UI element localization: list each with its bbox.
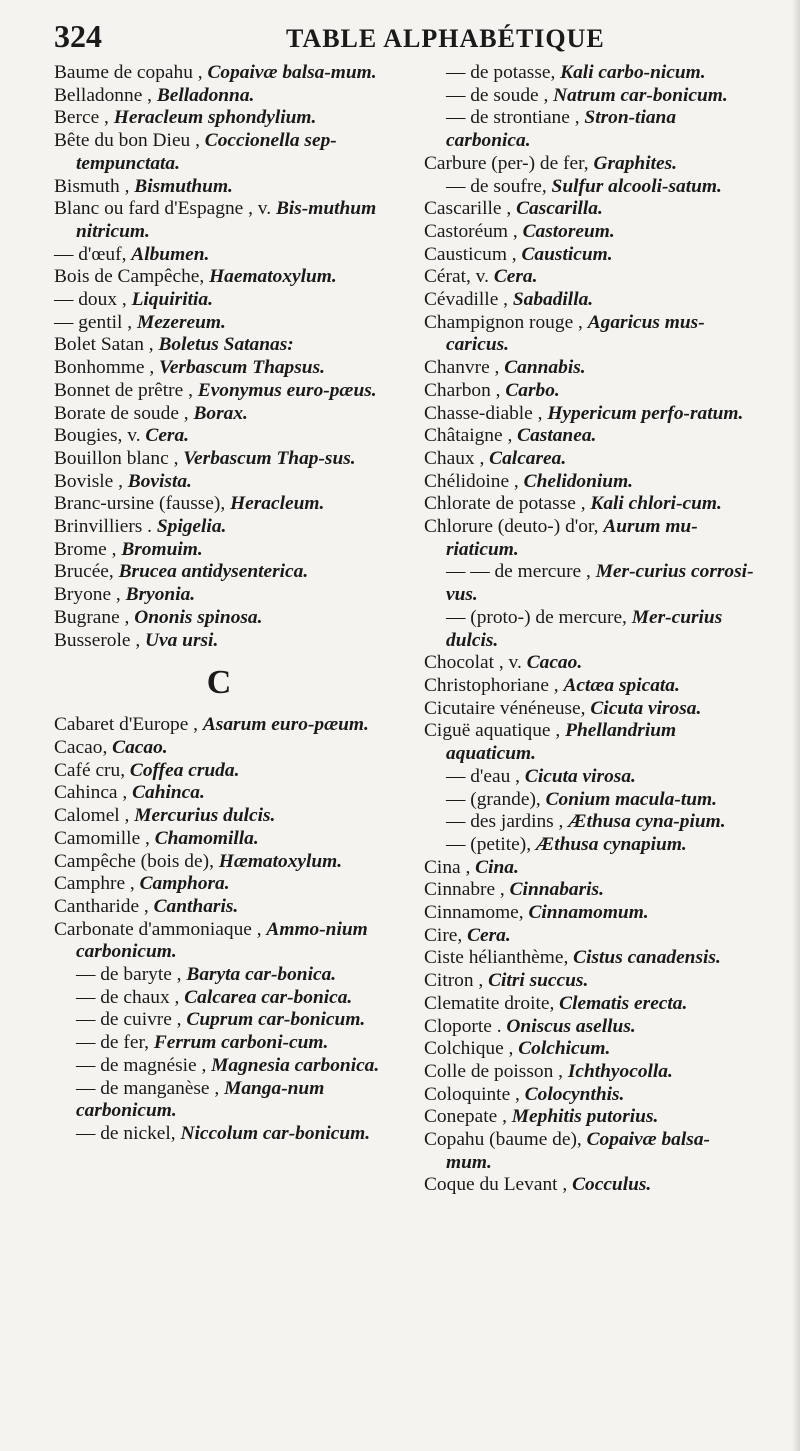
french-term: — d'eau ,: [446, 765, 525, 787]
latin-term: Natrum car-bonicum.: [553, 84, 728, 106]
french-term: — des jardins ,: [446, 811, 569, 833]
index-entry: [54, 85, 384, 108]
latin-term: Stron-tiana carbonica.: [446, 107, 677, 152]
index-entry: [424, 970, 754, 993]
index-entry: [54, 561, 384, 584]
index-entry: [54, 1055, 384, 1078]
running-title: TABLE ALPHABÉTIQUE: [286, 24, 605, 53]
latin-term: Coffea cruda.: [129, 759, 240, 781]
french-term: Chanvre ,: [424, 357, 505, 379]
index-entry: [424, 720, 754, 765]
french-term: Colle de poisson ,: [424, 1060, 568, 1082]
index-entry: [54, 760, 384, 783]
french-term: Charbon ,: [424, 379, 506, 401]
french-term: Bolet Satan ,: [54, 334, 159, 356]
french-term: — — de mercure ,: [446, 561, 596, 583]
index-entry: [54, 896, 384, 919]
latin-term: Calcarea car-bonica.: [184, 986, 353, 1008]
latin-term: Coccionella sep-tempunctata.: [76, 130, 337, 174]
index-entry: [54, 919, 384, 964]
index-entry: [424, 1106, 754, 1129]
index-entry: [424, 834, 754, 857]
index-entry: [54, 244, 384, 267]
latin-term: Conium macula-tum.: [545, 788, 717, 810]
index-entry: [424, 471, 754, 494]
index-entry: [424, 789, 754, 812]
french-term: Chlorate de potasse ,: [424, 493, 591, 515]
latin-term: Cacao.: [526, 652, 583, 674]
french-term: Cévadille ,: [424, 289, 513, 311]
index-entry: [424, 403, 754, 426]
latin-term: Cera.: [493, 266, 538, 288]
latin-term: Kali chlori-cum.: [590, 493, 722, 515]
index-entry: [424, 176, 754, 199]
index-entry: [54, 987, 384, 1010]
index-entry: [424, 879, 754, 902]
index-entry: [424, 652, 754, 675]
latin-term: Bis-muthum nitricum.: [76, 198, 377, 242]
latin-term: Causticum.: [521, 243, 613, 265]
latin-term: Cahinca.: [132, 782, 205, 804]
index-entry: [54, 714, 384, 737]
latin-term: Cantharis.: [153, 895, 239, 917]
french-term: Causticum ,: [424, 243, 522, 265]
latin-term: Camphora.: [139, 873, 230, 895]
latin-term: Manga-num carbonicum.: [76, 1077, 325, 1122]
latin-term: Ferrum carboni-cum.: [153, 1032, 329, 1054]
page-edge-shadow: [792, 0, 800, 1451]
index-entry: [54, 493, 384, 516]
french-term: — de baryte ,: [76, 964, 187, 986]
french-term: Conepate ,: [424, 1106, 512, 1128]
french-term: — doux ,: [54, 289, 132, 311]
french-term: Coque du Levant ,: [424, 1174, 573, 1196]
index-entry: [54, 630, 384, 653]
latin-term: Baryta car-bonica.: [186, 964, 337, 986]
entries-c: [54, 714, 384, 1145]
french-term: — (grande),: [446, 788, 546, 810]
index-entry: [424, 1061, 754, 1084]
index-entry: [424, 244, 754, 267]
index-column-left: [54, 62, 384, 1146]
index-entry: [54, 266, 384, 289]
latin-term: Cuprum car-bonicum.: [186, 1009, 366, 1031]
french-term: — de soude ,: [446, 84, 554, 106]
index-entry: [424, 1084, 754, 1107]
french-term: — de fer,: [76, 1032, 154, 1054]
french-term: Chasse-diable ,: [424, 402, 548, 424]
latin-term: Chelidonium.: [523, 470, 634, 492]
french-term: Bugrane ,: [54, 606, 135, 628]
latin-term: Graphites.: [593, 152, 677, 174]
french-term: — de nickel,: [76, 1122, 181, 1144]
french-term: Belladonne ,: [54, 84, 157, 106]
latin-term: Carbo.: [505, 379, 560, 401]
french-term: Busserole ,: [54, 629, 146, 651]
index-entry: [54, 176, 384, 199]
index-entry: [424, 266, 754, 289]
french-term: Cire,: [424, 924, 468, 946]
index-entry: [54, 737, 384, 760]
index-entry: [54, 334, 384, 357]
index-entry: [54, 584, 384, 607]
french-term: Bête du bon Dieu ,: [54, 130, 205, 152]
latin-term: Hæmatoxylum.: [218, 850, 343, 872]
latin-term: Castoreum.: [522, 220, 615, 242]
index-entry: [424, 925, 754, 948]
latin-term: Liquiritia.: [131, 289, 213, 311]
index-entry: [424, 221, 754, 244]
french-term: Carbure (per-) de fer,: [424, 152, 594, 174]
latin-term: Cinnamomum.: [528, 902, 649, 924]
french-term: Branc-ursine (fausse),: [54, 493, 231, 515]
french-term: Brome ,: [54, 538, 122, 560]
french-term: Châtaigne ,: [424, 425, 518, 447]
french-term: Christophoriane ,: [424, 674, 564, 696]
index-entry: [54, 403, 384, 426]
french-term: Bismuth ,: [54, 175, 135, 197]
french-term: Chlorure (deuto-) d'or,: [424, 516, 604, 538]
page-header: [54, 18, 746, 58]
french-term: Cahinca ,: [54, 782, 133, 804]
latin-term: Citri succus.: [488, 970, 589, 992]
index-entry: [424, 357, 754, 380]
index-entry: [424, 1174, 754, 1197]
french-term: Bryone ,: [54, 584, 126, 606]
latin-term: Uva ursi.: [145, 629, 219, 651]
latin-term: Verbascum Thap-sus.: [183, 447, 356, 469]
index-entry: [424, 993, 754, 1016]
latin-term: Phellandrium aquaticum.: [446, 720, 677, 765]
latin-term: Mer-curius corrosi-vus.: [446, 561, 754, 606]
french-term: Coloquinte ,: [424, 1083, 525, 1105]
french-term: — de manganèse ,: [76, 1077, 225, 1099]
french-term: Castoréum ,: [424, 220, 523, 242]
index-entry: [424, 902, 754, 925]
french-term: — (petite),: [446, 833, 536, 855]
latin-term: Cinnabaris.: [509, 879, 604, 901]
french-term: — gentil ,: [54, 311, 137, 333]
entries-b: [54, 62, 384, 652]
french-term: Camphre ,: [54, 873, 140, 895]
latin-term: Cascarilla.: [516, 198, 603, 220]
index-entry: [54, 289, 384, 312]
french-term: — (proto-) de mercure,: [446, 606, 632, 628]
index-entry: [424, 198, 754, 221]
latin-term: Mezereum.: [136, 311, 226, 333]
index-entry: [54, 448, 384, 471]
french-term: Berce ,: [54, 107, 114, 129]
index-entry: [54, 1078, 384, 1123]
latin-term: Actæa spicata.: [563, 674, 680, 696]
french-term: Campêche (bois de),: [54, 850, 219, 872]
latin-term: Copaivæ balsa-mum.: [207, 62, 377, 83]
french-term: Bonhomme ,: [54, 357, 160, 379]
latin-term: Æthusa cyna-pium.: [568, 811, 726, 833]
index-entry: [54, 107, 384, 130]
latin-term: Bovista.: [127, 470, 192, 492]
latin-term: Heracleum.: [230, 493, 325, 515]
index-entry: [424, 493, 754, 516]
index-entry: [424, 1038, 754, 1061]
index-entry: [54, 607, 384, 630]
french-term: Baume de copahu ,: [54, 62, 208, 83]
french-term: Cicutaire vénéneuse,: [424, 697, 591, 719]
french-term: — de strontiane ,: [446, 107, 585, 129]
french-term: Ciguë aquatique ,: [424, 720, 566, 742]
index-entry: [424, 312, 754, 357]
index-entry: [424, 62, 754, 85]
latin-term: Brucea antidysenterica.: [118, 561, 309, 583]
latin-term: Verbascum Thapsus.: [159, 357, 325, 379]
french-term: Café cru,: [54, 759, 130, 781]
index-entry: [54, 851, 384, 874]
french-term: Borate de soude ,: [54, 402, 194, 424]
latin-term: Mercurius dulcis.: [134, 805, 276, 827]
latin-term: Ichthyocolla.: [567, 1060, 673, 1082]
index-entry: [54, 873, 384, 896]
index-entry: [54, 471, 384, 494]
french-term: Clematite droite,: [424, 992, 560, 1014]
french-term: Bougies, v.: [54, 425, 146, 447]
index-entry: [54, 805, 384, 828]
latin-term: Magnesia carbonica.: [211, 1054, 380, 1076]
page-number: 324: [54, 18, 102, 54]
index-entry: [424, 698, 754, 721]
latin-term: Borax.: [193, 402, 248, 424]
french-term: Blanc ou fard d'Espagne , v.: [54, 198, 276, 220]
french-term: Cascarille ,: [424, 198, 517, 220]
french-term: Brucée,: [54, 561, 119, 583]
index-entry: [54, 198, 384, 243]
latin-term: Copaivæ balsa-mum.: [446, 1129, 710, 1173]
french-term: Colchique ,: [424, 1038, 519, 1060]
latin-term: Chamomilla.: [154, 827, 259, 849]
index-entry: [424, 675, 754, 698]
index-entry: [424, 766, 754, 789]
latin-term: Cistus canadensis.: [573, 947, 721, 969]
latin-term: Æthusa cynapium.: [535, 833, 687, 855]
latin-term: Oniscus asellus.: [506, 1015, 636, 1037]
index-entry: [54, 130, 384, 175]
index-entry: [54, 425, 384, 448]
french-term: Citron ,: [424, 970, 489, 992]
latin-term: Colchicum.: [518, 1038, 611, 1060]
index-entry: [424, 448, 754, 471]
latin-term: Mephitis putorius.: [511, 1106, 659, 1128]
index-entry: [54, 1009, 384, 1032]
index-column-right: [424, 62, 754, 1197]
latin-term: Hypericum perfo-ratum.: [547, 402, 744, 424]
latin-term: Cicuta virosa.: [524, 765, 636, 787]
latin-term: Calcarea.: [489, 447, 567, 469]
french-term: Chocolat , v.: [424, 652, 527, 674]
section-letter: C: [206, 664, 232, 702]
index-entry: [424, 1016, 754, 1039]
latin-term: Colocynthis.: [524, 1083, 625, 1105]
french-term: Bois de Campêche,: [54, 266, 210, 288]
index-entry: [424, 107, 754, 152]
index-entry: [424, 380, 754, 403]
latin-term: Mer-curius dulcis.: [446, 606, 723, 651]
french-term: Ciste hélianthème,: [424, 947, 574, 969]
index-entry: [54, 828, 384, 851]
latin-term: Asarum euro-pæum.: [202, 714, 369, 736]
latin-term: Castanea.: [517, 425, 597, 447]
index-entry: [424, 607, 754, 652]
latin-term: Agaricus mus-caricus.: [446, 311, 705, 356]
french-term: — de cuivre ,: [76, 1009, 187, 1031]
latin-term: Spigelia.: [156, 516, 227, 538]
index-entry: [54, 782, 384, 805]
latin-term: Sulfur alcooli-satum.: [551, 175, 722, 197]
entries-c-continued: [424, 62, 754, 1197]
index-entry: [54, 964, 384, 987]
french-term: Cina ,: [424, 856, 476, 878]
index-entry: [424, 516, 754, 561]
french-term: Cinnabre ,: [424, 879, 510, 901]
index-entry: [54, 539, 384, 562]
index-entry: [54, 380, 384, 403]
latin-term: Cocculus.: [572, 1174, 652, 1196]
french-term: — de magnésie ,: [76, 1054, 212, 1076]
french-term: Cabaret d'Europe ,: [54, 714, 203, 736]
index-entry: [424, 425, 754, 448]
latin-term: Heracleum sphondylium.: [113, 107, 317, 129]
latin-term: Clematis erecta.: [559, 992, 688, 1014]
latin-term: Boletus Satanas:: [158, 334, 294, 356]
index-entry: [54, 1032, 384, 1055]
latin-term: Cina.: [475, 856, 519, 878]
index-entry: [54, 312, 384, 335]
index-entry: [54, 516, 384, 539]
french-term: Cérat, v.: [424, 266, 494, 288]
index-entry: [54, 357, 384, 380]
index-entry: [424, 289, 754, 312]
french-term: — d'œuf,: [54, 243, 132, 265]
french-term: Copahu (baume de),: [424, 1129, 587, 1151]
latin-term: Cera.: [145, 425, 190, 447]
french-term: Cloporte .: [424, 1015, 507, 1037]
latin-term: Ononis spinosa.: [134, 606, 263, 628]
french-term: Brinvilliers .: [54, 516, 157, 538]
french-term: Chélidoine ,: [424, 470, 524, 492]
french-term: Cantharide ,: [54, 895, 154, 917]
french-term: — de soufre,: [446, 175, 552, 197]
french-term: Carbonate d'ammoniaque ,: [54, 918, 267, 940]
index-entry: [54, 62, 384, 85]
index-entry: [424, 947, 754, 970]
french-term: Cacao,: [54, 736, 113, 758]
latin-term: Niccolum car-bonicum.: [180, 1122, 371, 1144]
french-term: Cinnamome,: [424, 902, 529, 924]
index-entry: [424, 857, 754, 880]
latin-term: Cera.: [467, 924, 511, 946]
french-term: — de potasse,: [446, 62, 561, 83]
latin-term: Cannabis.: [504, 357, 586, 379]
french-term: Bovisle ,: [54, 470, 128, 492]
french-term: Calomel ,: [54, 805, 135, 827]
latin-term: Kali carbo-nicum.: [560, 62, 706, 83]
french-term: Bouillon blanc ,: [54, 447, 184, 469]
french-term: Chaux ,: [424, 447, 490, 469]
french-term: Bonnet de prêtre ,: [54, 379, 198, 401]
latin-term: Bryonia.: [125, 584, 196, 606]
latin-term: Bismuthum.: [134, 175, 233, 197]
index-entry: [424, 85, 754, 108]
latin-term: Haematoxylum.: [209, 266, 337, 288]
index-entry: [424, 561, 754, 606]
latin-term: Aurum mu-riaticum.: [446, 516, 698, 560]
latin-term: Ammo-nium carbonicum.: [76, 918, 368, 963]
french-term: — de chaux ,: [76, 986, 185, 1008]
latin-term: Albumen.: [131, 243, 210, 265]
french-term: Camomille ,: [54, 827, 155, 849]
index-entry: [424, 1129, 754, 1174]
french-term: Champignon rouge ,: [424, 311, 588, 333]
index-entry: [424, 153, 754, 176]
index-entry: [424, 811, 754, 834]
latin-term: Cicuta virosa.: [590, 697, 702, 719]
latin-term: Bromuim.: [121, 538, 203, 560]
latin-term: Evonymus euro-pæus.: [197, 379, 377, 401]
latin-term: Cacao.: [112, 736, 168, 758]
index-entry: [54, 1123, 384, 1146]
latin-term: Belladonna.: [156, 84, 255, 106]
latin-term: Sabadilla.: [512, 289, 594, 311]
